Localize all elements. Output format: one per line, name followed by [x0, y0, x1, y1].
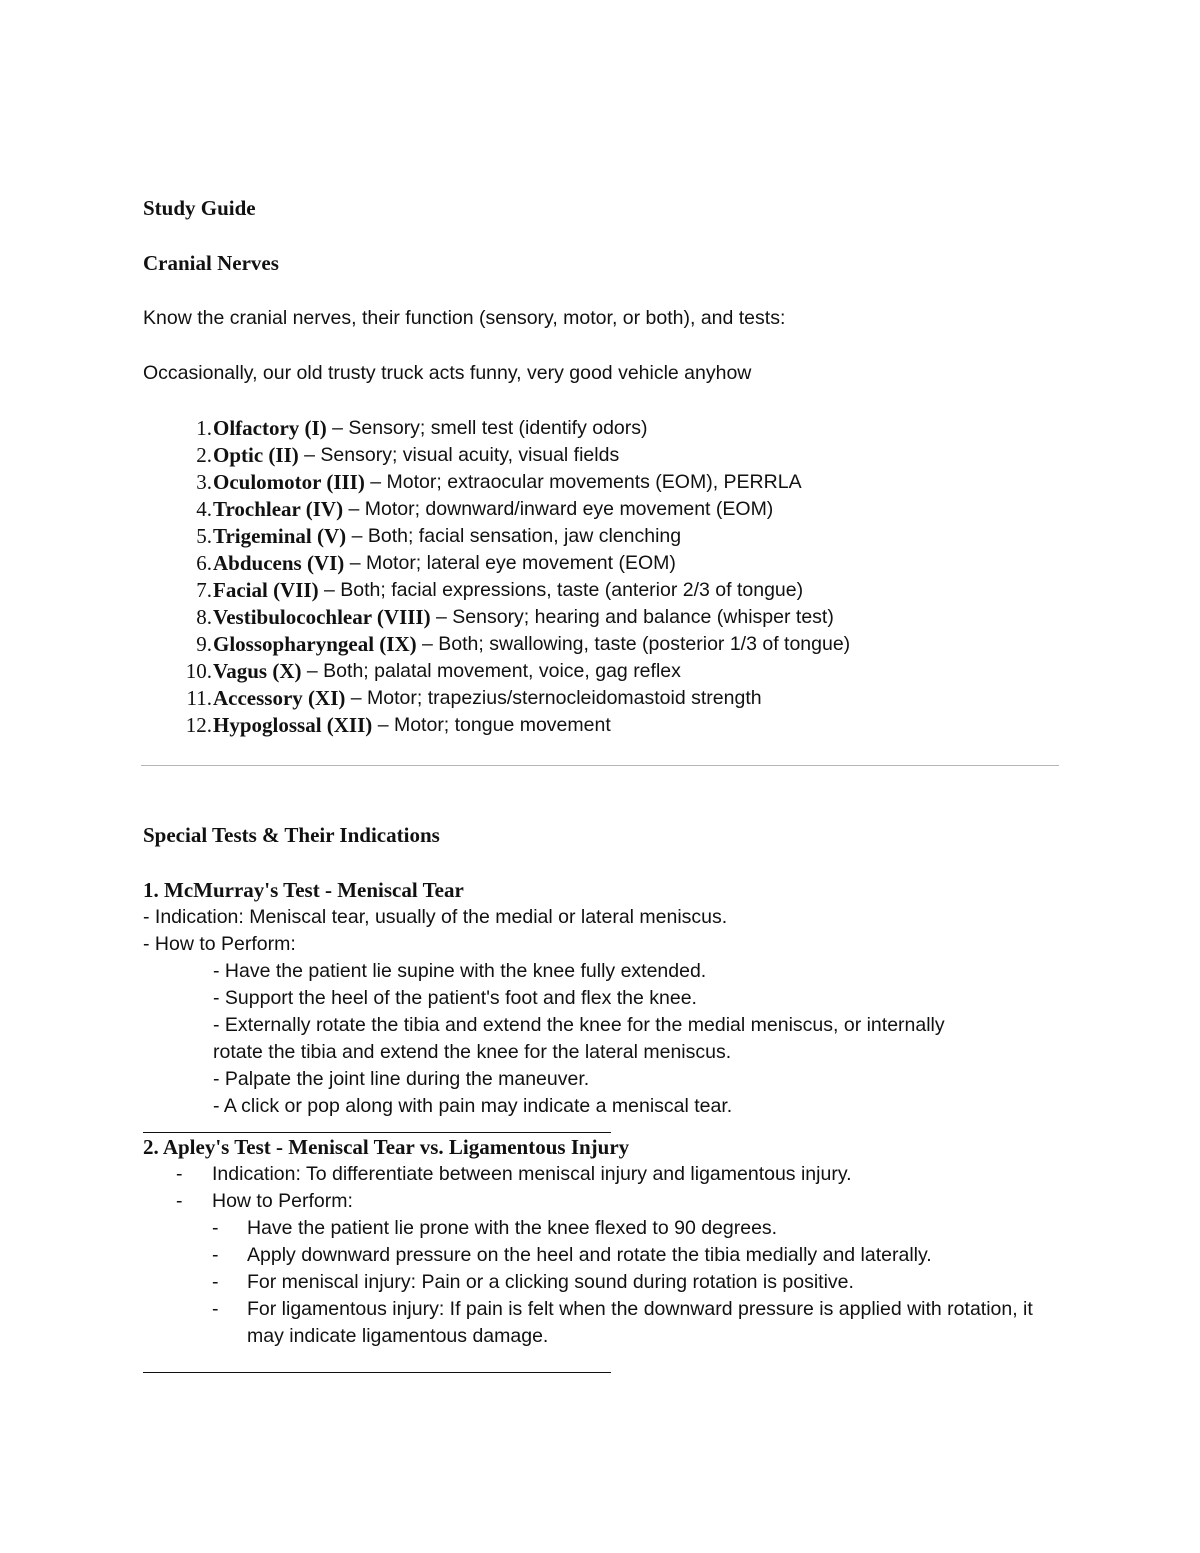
nerve-description: – Sensory; hearing and balance (whisper test)	[430, 606, 834, 628]
nerve-name: Trigeminal (V)	[213, 524, 347, 548]
list-item	[143, 1161, 1059, 1188]
dash-marker: -	[176, 1163, 183, 1185]
list-number: 10.	[185, 659, 212, 683]
nerve-name: Abducens (VI)	[213, 551, 345, 575]
mcmurray-title: 1. McMurray's Test - Meniscal Tear	[143, 878, 464, 902]
nerve-name: Optic (II)	[213, 443, 299, 467]
nerve-name: Olfactory (I)	[213, 416, 327, 440]
mcmurray-step: - Have the patient lie supine with the knee fully extended.	[213, 960, 707, 982]
nerve-name: Accessory (XI)	[213, 686, 346, 710]
list-item	[143, 442, 1059, 469]
list-item	[143, 469, 1059, 496]
list-item	[143, 577, 1059, 604]
list-number: 9.	[196, 632, 212, 656]
apley-steps-list	[143, 1215, 1059, 1350]
dash-marker: -	[212, 1298, 219, 1320]
nerve-description: – Both; facial sensation, jaw clenching	[346, 525, 682, 547]
document-title: Study Guide	[143, 196, 256, 220]
list-number: 11.	[186, 686, 212, 710]
list-item	[143, 1215, 1059, 1242]
list-item	[143, 1269, 1059, 1296]
special-tests-section	[143, 822, 1059, 1374]
list-item	[143, 712, 1059, 739]
special-tests-heading: Special Tests & Their Indications	[143, 823, 440, 847]
study-guide-page	[143, 195, 1059, 739]
mcmurray-step: - Support the heel of the patient's foot and flex the knee.	[213, 987, 697, 1009]
dash-marker: -	[176, 1190, 183, 1212]
nerve-name: Oculomotor (III)	[213, 470, 365, 494]
mcmurray-step: - Palpate the joint line during the maneuver.	[213, 1068, 590, 1090]
nerve-description: – Motor; lateral eye movement (EOM)	[344, 552, 676, 574]
list-item	[143, 1242, 1059, 1269]
mcmurray-how: - How to Perform:	[143, 933, 296, 955]
list-item	[143, 658, 1059, 685]
cranial-nerve-list	[143, 415, 1059, 739]
list-number: 6.	[196, 551, 212, 575]
list-item	[143, 550, 1059, 577]
nerve-description: – Motor; downward/inward eye movement (EOM)	[343, 498, 774, 520]
list-item	[143, 604, 1059, 631]
nerve-name: Hypoglossal (XII)	[213, 713, 373, 737]
list-number: 12.	[185, 713, 212, 737]
dash-separator	[143, 1120, 1059, 1134]
section-divider	[141, 765, 1059, 766]
list-number: 4.	[196, 497, 212, 521]
apley-step: Apply downward pressure on the heel and rotate the tibia medially and laterally.	[247, 1244, 932, 1266]
list-number: 7.	[196, 578, 212, 602]
list-item	[143, 1188, 1059, 1215]
nerve-name: Glossopharyngeal (IX)	[213, 632, 417, 656]
dash-marker: -	[212, 1217, 219, 1239]
apley-list	[143, 1161, 1059, 1215]
nerve-description: – Motor; trapezius/sternocleidomastoid strength	[345, 687, 762, 709]
list-item	[143, 631, 1059, 658]
list-item	[143, 685, 1059, 712]
dash-marker: -	[212, 1244, 219, 1266]
nerve-description: – Sensory; visual acuity, visual fields	[298, 444, 620, 466]
list-item	[143, 415, 1059, 442]
apley-how: How to Perform:	[212, 1190, 353, 1212]
nerve-description: – Motor; extraocular movements (EOM), PERRLA	[364, 471, 802, 493]
list-number: 5.	[196, 524, 212, 548]
mcmurray-indication: - Indication: Meniscal tear, usually of the medial or lateral meniscus.	[143, 906, 728, 928]
nerve-description: – Both; facial expressions, taste (anterior 2/3 of tongue)	[318, 579, 804, 601]
list-number: 1.	[196, 416, 212, 440]
apley-indication: Indication: To differentiate between meniscal injury and ligamentous injury.	[212, 1163, 852, 1185]
apley-step: Have the patient lie prone with the knee flexed to 90 degrees.	[247, 1217, 778, 1239]
nerve-description: – Sensory; smell test (identify odors)	[326, 417, 648, 439]
list-item	[143, 496, 1059, 523]
list-number: 2.	[196, 443, 212, 467]
cranial-intro: Know the cranial nerves, their function (sensory, motor, or both), and tests:	[143, 307, 786, 329]
nerve-description: – Both; swallowing, taste (posterior 1/3 of tongue)	[416, 633, 851, 655]
cranial-nerves-heading: Cranial Nerves	[143, 251, 279, 275]
nerve-description: – Motor; tongue movement	[372, 714, 611, 736]
mcmurray-step: rotate the tibia and extend the knee for the lateral meniscus.	[213, 1041, 732, 1063]
apley-title: 2. Apley's Test - Meniscal Tear vs. Ligamentous Injury	[143, 1135, 630, 1159]
nerve-name: Trochlear (IV)	[213, 497, 344, 521]
list-number: 8.	[196, 605, 212, 629]
list-number: 3.	[196, 470, 212, 494]
cranial-mnemonic: Occasionally, our old trusty truck acts funny, very good vehicle anyhow	[143, 362, 752, 384]
nerve-description: – Both; palatal movement, voice, gag reflex	[301, 660, 681, 682]
list-item	[143, 523, 1059, 550]
dash-marker: -	[212, 1271, 219, 1293]
list-item	[143, 1296, 1059, 1350]
apley-step: For ligamentous injury: If pain is felt when the downward pressure is applied with rotation, it may indicate ligamentous damage.	[247, 1298, 1033, 1347]
nerve-name: Facial (VII)	[213, 578, 319, 602]
mcmurray-step: - Externally rotate the tibia and extend the knee for the medial meniscus, or internally	[213, 1014, 945, 1036]
nerve-name: Vestibulocochlear (VIII)	[213, 605, 431, 629]
nerve-name: Vagus (X)	[213, 659, 302, 683]
mcmurray-step: - A click or pop along with pain may indicate a meniscal tear.	[213, 1095, 733, 1117]
dash-separator	[143, 1360, 1059, 1374]
apley-step: For meniscal injury: Pain or a clicking sound during rotation is positive.	[247, 1271, 854, 1293]
